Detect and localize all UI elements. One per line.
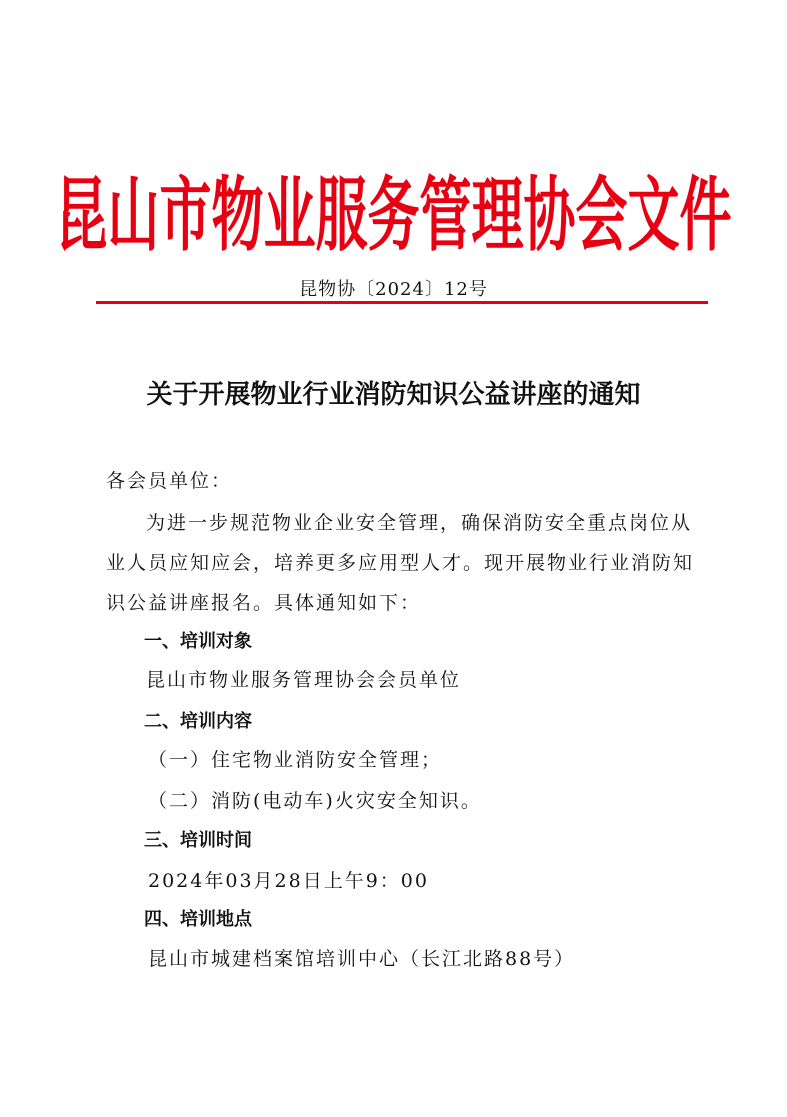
intro-line-3: 识公益讲座报名。具体通知如下： (106, 592, 422, 614)
section-heading-content: 二、培训内容 (144, 711, 252, 732)
issuer-header-title: 昆山市物业服务管理协会文件 (55, 170, 732, 264)
intro-line-1: 为进一步规范物业企业安全管理，确保消防安全重点岗位从 (146, 512, 693, 534)
intro-line-2: 业人员应知应会，培养更多应用型人才。现开展物业行业消防知 (106, 552, 695, 574)
section-line-location: 昆山市城建档案馆培训中心（长江北路88号） (148, 948, 576, 970)
section-line-content-2: （二）消防(电动车)火灾安全知识。 (148, 790, 482, 812)
section-heading-location: 四、培训地点 (144, 909, 252, 930)
section-heading-target: 一、培训对象 (144, 631, 252, 652)
salutation: 各会员单位： (106, 470, 233, 492)
section-heading-time: 三、培训时间 (144, 830, 252, 851)
section-line-content-1: （一）住宅物业消防安全管理； (148, 749, 443, 771)
section-line-target: 昆山市物业服务管理协会会员单位 (146, 669, 462, 691)
notice-title: 关于开展物业行业消防知识公益讲座的通知 (146, 380, 641, 410)
section-line-time: 2024年03月28日上午9：00 (148, 870, 429, 892)
red-divider-line (96, 301, 708, 304)
document-number: 昆物协〔2024〕12号 (299, 279, 488, 300)
